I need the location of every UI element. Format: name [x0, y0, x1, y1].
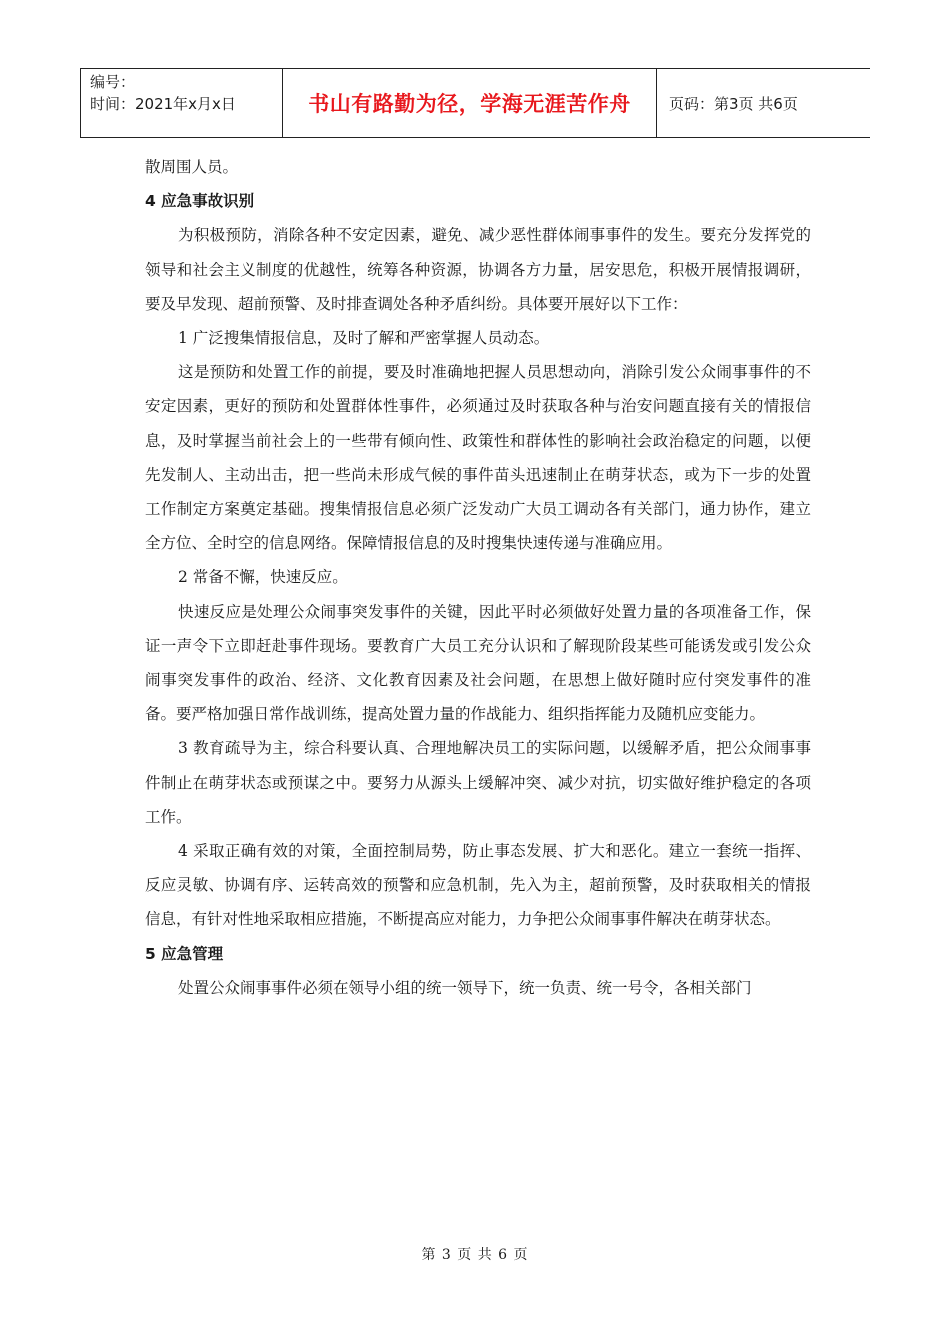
list-item-2: 2 常备不懈，快速反应。: [178, 568, 348, 587]
paragraph: 快速反应是处理公众闹事突发事件的关键，因此平时必须做好处置力量的各项准备工作，保证一声令下立即赶赴事件现场。要教育广大员工充分认识和了解现阶段某些可能诱发或引发公众闹事突发事件的政治、经济、文化教育因素及社会问题，在思想上做好随时应付突发事件的准备。要严格加强日常作战训练，提高处置力量的作战能力、组织指挥能力及随机应变能力。: [145, 602, 811, 724]
paragraph: 处置公众闹事事件必须在领导小组的统一领导下，统一负责、统一号令，各相关部门: [178, 978, 752, 997]
header-motto: 书山有路勤为径，学海无涯苦作舟: [282, 69, 657, 137]
section-heading-5: 5 应急管理: [145, 944, 224, 963]
list-item-1: 1 广泛搜集情报信息，及时了解和严密掌握人员动态。: [178, 329, 550, 348]
page-header: [80, 68, 870, 138]
header-page-code: 页码：第3页 共6页: [669, 94, 798, 113]
document-date-label: 时间：2021年x月x日: [90, 95, 236, 113]
document-number-label: 编号：: [90, 73, 136, 91]
paragraph: 为积极预防，消除各种不安定因素，避免、减少恶性群体闹事事件的发生。要充分发挥党的领导和社会主义制度的优越性，统筹各种资源，协调各方力量，居安思危，积极开展情报调研，要及早发现、超前预警、及时排查调处各种矛盾纠纷。具体要开展好以下工作：: [145, 226, 811, 313]
list-item-3: 3 教育疏导为主，综合科要认真、合理地解决员工的实际问题，以缓解矛盾，把公众闹事事件制止在萌芽状态或预谋之中。要努力从源头上缓解冲突、减少对抗，切实做好维护稳定的各项工作。: [145, 739, 811, 826]
paragraph-continued: 散周围人员。: [145, 158, 239, 176]
document-body: [145, 150, 811, 1005]
paragraph: 这是预防和处置工作的前提，要及时准确地把握人员思想动向，消除引发公众闹事事件的不安定因素，更好的预防和处置群体性事件，必须通过及时获取各种与治安问题直接有关的情报信息，及时掌握当前社会上的一些带有倾向性、政策性和群体性的影响社会政治稳定的问题，以便先发制人、主动出击，把一些尚未形成气候的事件苗头迅速制止在萌芽状态，或为下一步的处置工作制定方案奠定基础。搜集情报信息必须广泛发动广大员工调动各有关部门，通力协作，建立全方位、全时空的信息网络。保障情报信息的及时搜集快速传递与准确应用。: [145, 363, 811, 553]
section-heading-4: 4 应急事故识别: [145, 192, 255, 211]
page-footer: 第 3 页 共 6 页: [421, 1247, 529, 1263]
header-info-cell: [80, 69, 282, 137]
list-item-4: 4 采取正确有效的对策，全面控制局势，防止事态发展、扩大和恶化。建立一套统一指挥、反应灵敏、协调有序、运转高效的预警和应急机制，先入为主，超前预警，及时获取相关的情报信息，有针对性地采取相应措施，不断提高应对能力，力争把公众闹事事件解决在萌芽状态。: [145, 842, 811, 929]
